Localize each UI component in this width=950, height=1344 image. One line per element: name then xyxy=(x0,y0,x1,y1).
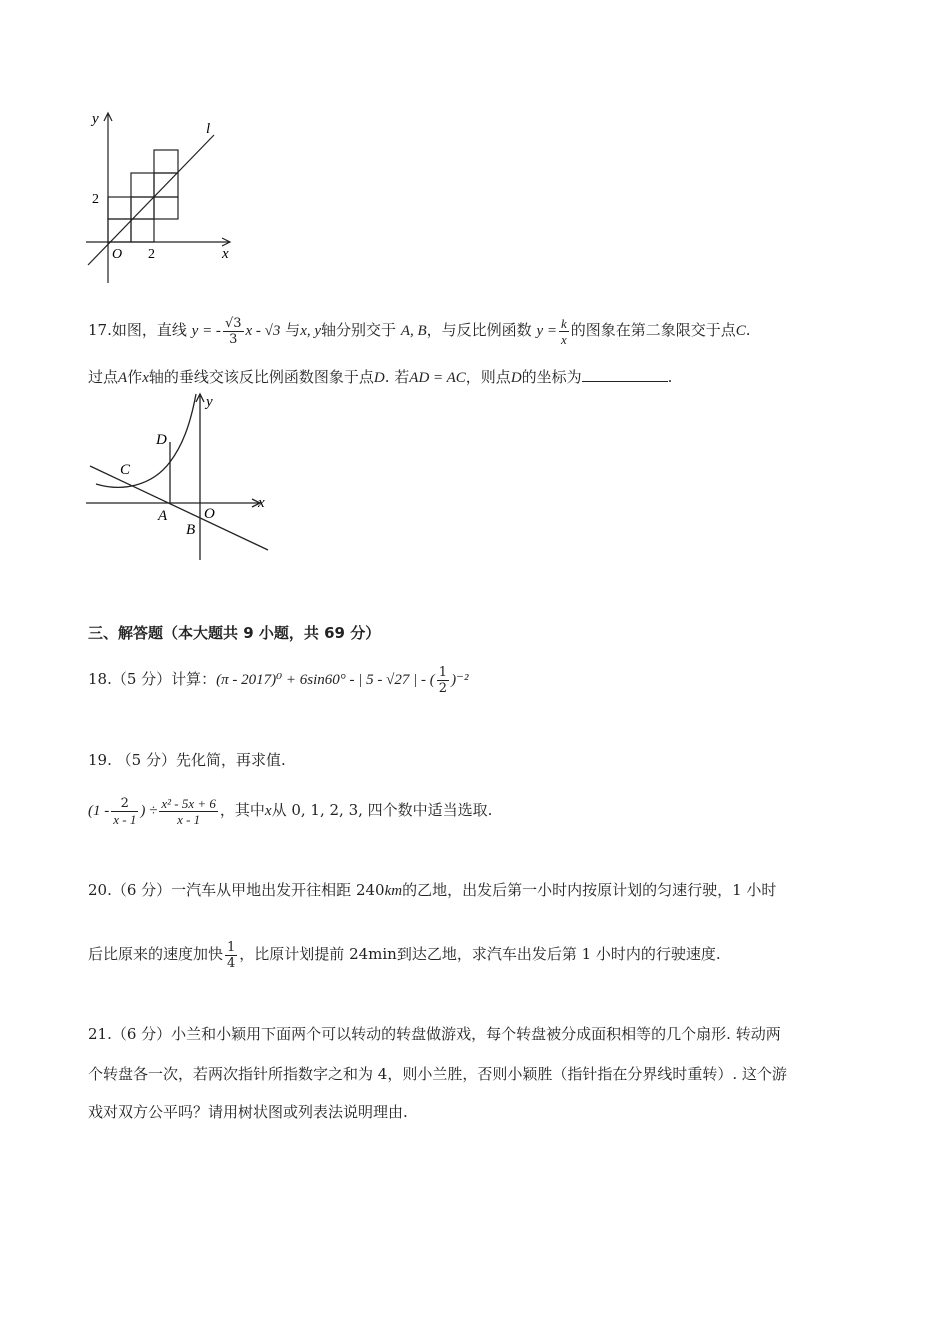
line-l xyxy=(88,135,214,265)
square xyxy=(108,219,131,242)
q21-line2: 个转盘各一次，若两次指针所指数字之和为 4，则小兰胜，否则小颖胜（指针指在分界线时重转）. 这个游 xyxy=(88,1065,787,1083)
answer-blank xyxy=(582,367,668,382)
square xyxy=(154,150,178,173)
x-label: x xyxy=(258,495,265,511)
figure-hyperbola-graph xyxy=(82,390,282,570)
tick-x-2: 2 xyxy=(148,247,155,262)
x-label: x xyxy=(222,246,229,262)
point-d: D xyxy=(156,432,167,448)
square xyxy=(131,219,154,242)
q17-line1: 17.如图，直线 y = - $\frac{√3}{3}$ x - √3 与x, y轴分别交于 A, B，与反比例函数 y = $\frac{k}{x}$ 的图象在第二象限交于点C. xyxy=(88,315,751,347)
q21-line1: 21.（6 分）小兰和小颖用下面两个可以转动的转盘做游戏，每个转盘被分成面积相等的几个扇形. 转动两 xyxy=(88,1025,781,1043)
point-b: B xyxy=(186,522,196,538)
line-ab xyxy=(90,466,268,550)
section-title: 三、解答题（本大题共 9 小题，共 69 分） xyxy=(88,624,381,642)
q19-expression: (1 - $\frac{2}{x - 1}$ ) ÷ $\frac{\text{x² - 5x + 6}}{x - 1}$ ，其中x从 0, 1, 2, 3, 四个数中适当选取. xyxy=(88,795,493,827)
q20-line2: 后比原来的速度加快 $\frac{1}{4}$ ，比原计划提前 24min到达乙地，求汽车出发后第 1 小时内的行驶速度. xyxy=(88,939,721,971)
y-label: y xyxy=(92,111,99,127)
square xyxy=(154,197,178,219)
hyperbola-curve xyxy=(96,394,196,487)
square xyxy=(131,173,154,197)
point-a: A xyxy=(158,508,168,524)
q21-line3: 戏对双方公平吗？请用树状图或列表法说明理由. xyxy=(88,1103,408,1121)
q18: 18.（5 分）计算：(π - 2017)⁰ + 6sin60° - | 5 - √27 | - ( $\frac{1}{2}$ )⁻² xyxy=(88,664,469,696)
q17-line2: 过点A作x轴的垂线交该反比例函数图象于点D. 若AD = AC，则点D的坐标为 . xyxy=(88,368,673,386)
tick-y-2: 2 xyxy=(92,192,99,207)
figure-staircase-graph xyxy=(80,105,240,290)
q20-line1: 20.（6 分）一汽车从甲地出发开往相距 240km的乙地，出发后第一小时内按原计划的匀速行驶，1 小时 xyxy=(88,881,777,899)
point-c: C xyxy=(120,462,131,478)
y-label: y xyxy=(206,394,213,410)
l-label: l xyxy=(206,121,211,137)
origin-label: O xyxy=(112,247,123,262)
q19-title: 19. （5 分）先化简，再求值. xyxy=(88,751,286,769)
point-o: O xyxy=(204,506,215,522)
square xyxy=(108,197,131,219)
